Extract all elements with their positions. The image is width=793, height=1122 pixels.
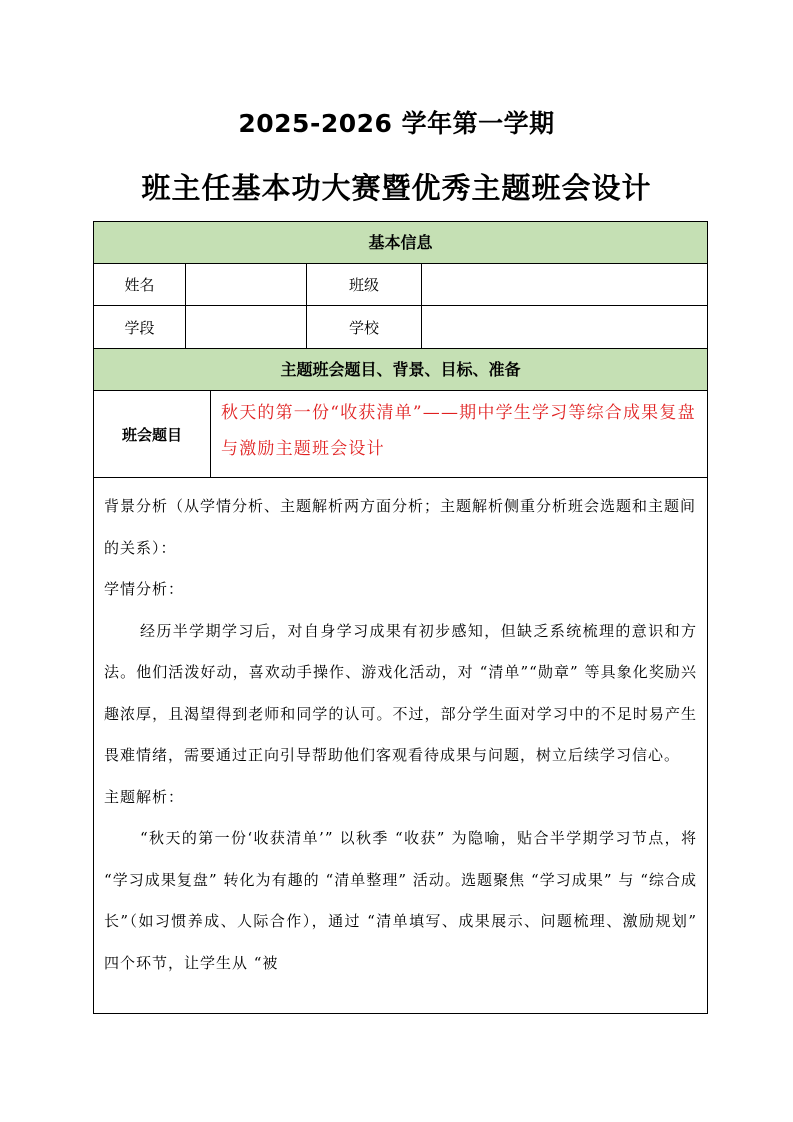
class-meeting-form-table (93, 221, 708, 1014)
theme-analysis-text: “秋天的第一份‘收获清单’” 以秋季 “收获” 为隐喻，贴合半学期学习节点，将 “学习成果复盘” 转化为有趣的 “清单整理” 活动。选题聚焦 “学习成果” 与 “综合成长”（如习惯养成、人际合作），通过 “清单填写、成果展示、问题梳理、激励规划” 四个环节，让学生从 “被 (104, 829, 697, 972)
topic-value: 秋天的第一份“收获清单”——期中学生学习等综合成果复盘与激励主题班会设计 (210, 391, 707, 477)
school-label: 学校 (306, 306, 421, 348)
background-intro: 背景分析（从学情分析、主题解析两方面分析；主题解析侧重分析班会选题和主题间的关系）： (104, 497, 697, 557)
class-value-field[interactable] (421, 264, 707, 305)
background-analysis (94, 478, 707, 984)
document-title-semester: 2025-2026 学年第一学期 (238, 109, 555, 138)
student-analysis-heading: 学情分析： (104, 580, 185, 598)
stage-label: 学段 (124, 318, 155, 337)
basic-info-header: 基本信息 (94, 222, 707, 264)
student-analysis-text: 经历半学期学习后，对自身学习成果有初步感知，但缺乏系统梳理的意识和方法。他们活泼好动，喜欢动手操作、游戏化活动，对 “清单”“勋章” 等具象化奖励兴趣浓厚，且渴望得到老师和同学的认可。不过，部分学生面对学习中的不足时易产生畏难情绪，需要通过正向引导帮助他们客观看待成果与问题，树立后续学习信心。 (104, 621, 697, 764)
topic-section-header: 主题班会题目、背景、目标、准备 (94, 349, 707, 391)
name-class-row (94, 264, 707, 306)
document-title-main: 班主任基本功大赛暨优秀主题班会设计 (141, 171, 652, 205)
stage-school-row (94, 306, 707, 349)
topic-row (94, 391, 707, 478)
theme-analysis-heading: 主题解析： (104, 787, 185, 806)
name-value-field[interactable] (185, 264, 306, 305)
class-label: 班级 (306, 264, 421, 305)
school-value-field[interactable] (421, 306, 707, 348)
topic-label: 班会题目 (121, 425, 182, 444)
name-label: 姓名 (124, 276, 155, 294)
stage-value-field[interactable] (185, 306, 306, 348)
